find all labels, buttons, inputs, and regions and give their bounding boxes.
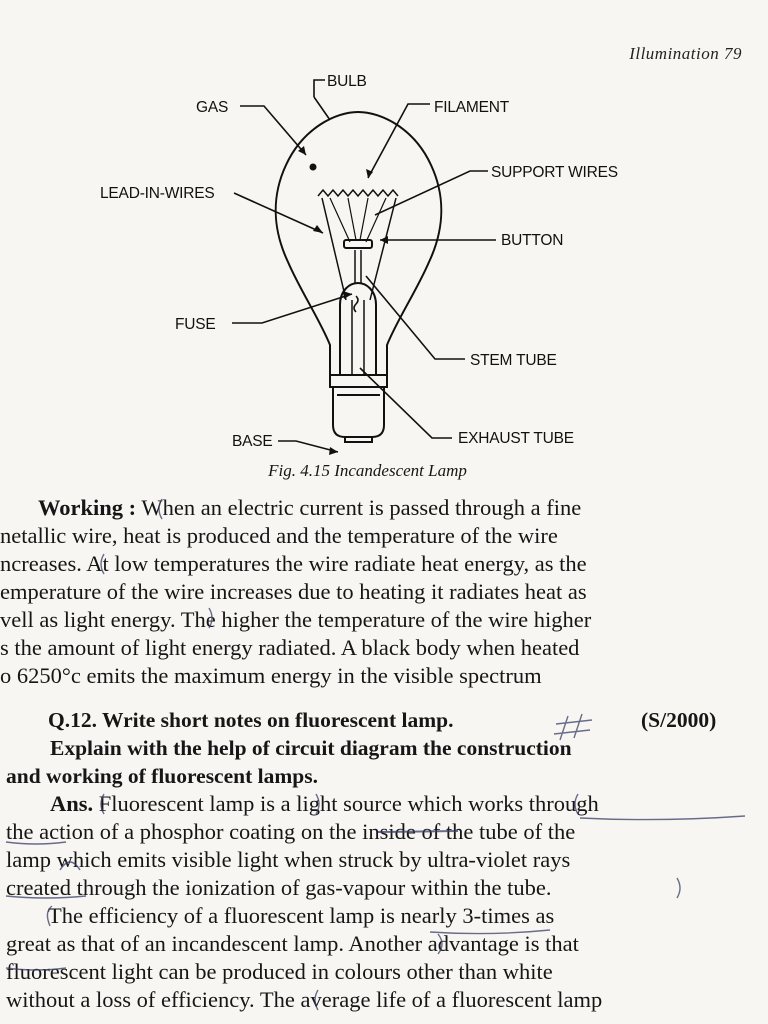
- working-heading: Working :: [38, 495, 137, 520]
- label-fuse: FUSE: [175, 316, 216, 333]
- working-line-2: netallic wire, heat is produced and the temperature of the wire: [0, 523, 558, 548]
- working-line-5: vell as light energy. The higher the temperature of the wire higher: [0, 607, 592, 632]
- answer-line-1: Ans. Fluorescent lamp is a light source which works through: [50, 791, 599, 816]
- answer-line-7: fluorescent light can be produced in colours other than white: [6, 959, 553, 984]
- label-lead-in-wires: LEAD-IN-WIRES: [100, 185, 215, 202]
- incandescent-lamp-diagram: [0, 60, 768, 470]
- working-line-6: s the amount of light energy radiated. A black body when heated: [0, 635, 580, 660]
- answer-line-4: created through the ionization of gas-vapour within the tube.: [6, 875, 552, 900]
- label-base: BASE: [232, 433, 273, 450]
- answer-line-6: great as that of an incandescent lamp. Another advantage is that: [6, 931, 579, 956]
- working-line-3: ncreases. At low temperatures the wire radiate heat energy, as the: [0, 551, 587, 576]
- label-exhaust-tube: EXHAUST TUBE: [458, 430, 574, 447]
- working-line-4: emperature of the wire increases due to heating it radiates heat as: [0, 579, 587, 604]
- answer-line-2: the action of a phosphor coating on the inside of the tube of the: [6, 819, 576, 844]
- filament: [318, 190, 398, 196]
- label-bulb: BULB: [327, 73, 367, 90]
- support-wires: [330, 198, 386, 242]
- question-line-3: and working of fluorescent lamps.: [6, 764, 318, 788]
- answer-line-8: without a loss of efficiency. The average life of a fluorescent lamp: [6, 987, 603, 1012]
- working-line-1: Working : When an electric current is passed through a fine: [38, 495, 582, 520]
- label-button: BUTTON: [501, 232, 564, 249]
- working-line-7: o 6250°c emits the maximum energy in the visible spectrum: [0, 663, 542, 688]
- label-support-wires: SUPPORT WIRES: [491, 164, 618, 181]
- button-part: [344, 240, 372, 248]
- page-header: Illumination 79: [629, 44, 742, 63]
- figure-caption: Fig. 4.15 Incandescent Lamp: [268, 461, 467, 480]
- question-title: Q.12. Write short notes on fluorescent lamp.: [48, 708, 454, 732]
- question-year: (S/2000): [641, 708, 717, 732]
- label-filament: FILAMENT: [434, 99, 510, 116]
- answer-label: Ans.: [50, 791, 94, 816]
- answer-line-5: The efficiency of a fluorescent lamp is nearly 3-times as: [48, 903, 555, 928]
- question-line-2: Explain with the help of circuit diagram the construction: [50, 736, 572, 760]
- label-gas: GAS: [196, 99, 229, 116]
- fuse-part: [354, 296, 358, 312]
- label-stem-tube: STEM TUBE: [470, 352, 557, 369]
- answer-line-3: lamp which emits visible light when struck by ultra-violet rays: [6, 847, 571, 872]
